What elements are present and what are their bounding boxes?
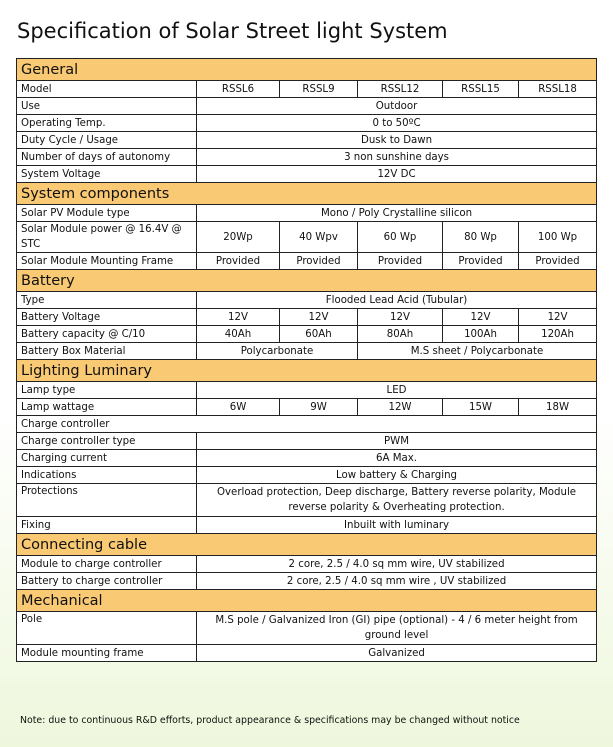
section-title: Connecting cable — [17, 534, 597, 556]
table-row — [17, 166, 597, 183]
table-cell: Provided — [280, 253, 358, 270]
table-row — [17, 309, 597, 326]
row-label: Battery to charge controller — [17, 573, 197, 590]
section-title: General — [17, 59, 597, 81]
table-row — [17, 433, 597, 450]
table-row — [17, 98, 597, 115]
table-cell: Dusk to Dawn — [197, 132, 597, 149]
section-header-general — [17, 59, 597, 81]
table-cell: Low battery & Charging — [197, 467, 597, 484]
table-row — [17, 205, 597, 222]
table-cell: M.S sheet / Polycarbonate — [358, 343, 597, 360]
table-cell: 6W — [197, 399, 280, 416]
table-row — [17, 132, 597, 149]
row-label: Duty Cycle / Usage — [17, 132, 197, 149]
table-cell: 12W — [358, 399, 443, 416]
table-cell: Overload protection, Deep discharge, Battery reverse polarity, Module reverse polarity & Overheating protection. — [197, 484, 597, 517]
row-label: Charge controller type — [17, 433, 197, 450]
row-label: System Voltage — [17, 166, 197, 183]
table-cell: M.S pole / Galvanized Iron (GI) pipe (optional) - 4 / 6 meter height from ground level — [197, 612, 597, 645]
table-cell: Mono / Poly Crystalline silicon — [197, 205, 597, 222]
table-row — [17, 612, 597, 645]
table-row — [17, 467, 597, 484]
table-cell: 6A Max. — [197, 450, 597, 467]
table-row — [17, 81, 597, 98]
section-title: Lighting Luminary — [17, 360, 597, 382]
row-label: Number of days of autonomy — [17, 149, 197, 166]
row-label: Charging current — [17, 450, 197, 467]
table-cell: 3 non sunshine days — [197, 149, 597, 166]
table-cell: RSSL15 — [443, 81, 519, 98]
table-cell: 2 core, 2.5 / 4.0 sq mm wire , UV stabilized — [197, 573, 597, 590]
section-header-battery — [17, 270, 597, 292]
table-cell: 120Ah — [519, 326, 597, 343]
section-title: Mechanical — [17, 590, 597, 612]
table-cell: 12V — [443, 309, 519, 326]
row-label: Lamp type — [17, 382, 197, 399]
section-header-lighting — [17, 360, 597, 382]
table-row — [17, 115, 597, 132]
table-cell: 0 to 50ºC — [197, 115, 597, 132]
table-cell: 12V — [197, 309, 280, 326]
table-cell: Provided — [443, 253, 519, 270]
table-cell: 12V DC — [197, 166, 597, 183]
table-cell: 18W — [519, 399, 597, 416]
table-row — [17, 645, 597, 662]
row-label: Battery capacity @ C/10 — [17, 326, 197, 343]
table-cell: 2 core, 2.5 / 4.0 sq mm wire, UV stabilized — [197, 556, 597, 573]
table-cell: RSSL18 — [519, 81, 597, 98]
table-cell: PWM — [197, 433, 597, 450]
table-cell: RSSL12 — [358, 81, 443, 98]
table-cell: RSSL9 — [280, 81, 358, 98]
table-row — [17, 556, 597, 573]
table-cell: 100Ah — [443, 326, 519, 343]
row-label: Module mounting frame — [17, 645, 197, 662]
table-cell: 60 Wp — [358, 222, 443, 253]
table-cell: 100 Wp — [519, 222, 597, 253]
table-cell: Provided — [197, 253, 280, 270]
table-row — [17, 292, 597, 309]
table-row — [17, 149, 597, 166]
specification-table — [16, 58, 597, 662]
row-label: Charge controller — [17, 416, 597, 433]
table-cell: 12V — [519, 309, 597, 326]
row-label: Type — [17, 292, 197, 309]
table-row — [17, 573, 597, 590]
row-label: Lamp wattage — [17, 399, 197, 416]
row-label: Fixing — [17, 517, 197, 534]
row-label: Solar Module Mounting Frame — [17, 253, 197, 270]
table-row — [17, 450, 597, 467]
section-title: Battery — [17, 270, 597, 292]
table-cell: 60Ah — [280, 326, 358, 343]
table-cell: 12V — [358, 309, 443, 326]
table-row — [17, 484, 597, 517]
row-label: Use — [17, 98, 197, 115]
page-title: Specification of Solar Street light System — [17, 19, 448, 43]
section-header-cable — [17, 534, 597, 556]
table-row — [17, 399, 597, 416]
row-label: Solar Module power @ 16.4V @ STC — [17, 222, 197, 253]
table-row — [17, 517, 597, 534]
row-label: Protections — [17, 484, 197, 517]
table-cell: Provided — [519, 253, 597, 270]
table-row — [17, 253, 597, 270]
table-cell: Polycarbonate — [197, 343, 358, 360]
row-label: Module to charge controller — [17, 556, 197, 573]
table-cell: Inbuilt with luminary — [197, 517, 597, 534]
row-label: Operating Temp. — [17, 115, 197, 132]
table-cell: 40Ah — [197, 326, 280, 343]
table-cell: Flooded Lead Acid (Tubular) — [197, 292, 597, 309]
row-label: Battery Box Material — [17, 343, 197, 360]
table-row — [17, 222, 597, 253]
section-header-mechanical — [17, 590, 597, 612]
row-label: Pole — [17, 612, 197, 645]
table-row — [17, 326, 597, 343]
table-cell: 40 Wpv — [280, 222, 358, 253]
table-cell: 80 Wp — [443, 222, 519, 253]
table-cell: 80Ah — [358, 326, 443, 343]
table-cell: 20Wp — [197, 222, 280, 253]
table-cell: 9W — [280, 399, 358, 416]
row-label: Solar PV Module type — [17, 205, 197, 222]
footnote: Note: due to continuous R&D efforts, product appearance & specifications may be changed without notice — [20, 715, 520, 726]
table-cell: Outdoor — [197, 98, 597, 115]
row-label: Model — [17, 81, 197, 98]
section-title: System components — [17, 183, 597, 205]
row-label: Indications — [17, 467, 197, 484]
table-row — [17, 416, 597, 433]
section-header-system-components — [17, 183, 597, 205]
table-row — [17, 382, 597, 399]
table-cell: 12V — [280, 309, 358, 326]
table-cell: Galvanized — [197, 645, 597, 662]
table-cell: LED — [197, 382, 597, 399]
table-row — [17, 343, 597, 360]
table-cell: 15W — [443, 399, 519, 416]
table-cell: RSSL6 — [197, 81, 280, 98]
table-cell: Provided — [358, 253, 443, 270]
row-label: Battery Voltage — [17, 309, 197, 326]
